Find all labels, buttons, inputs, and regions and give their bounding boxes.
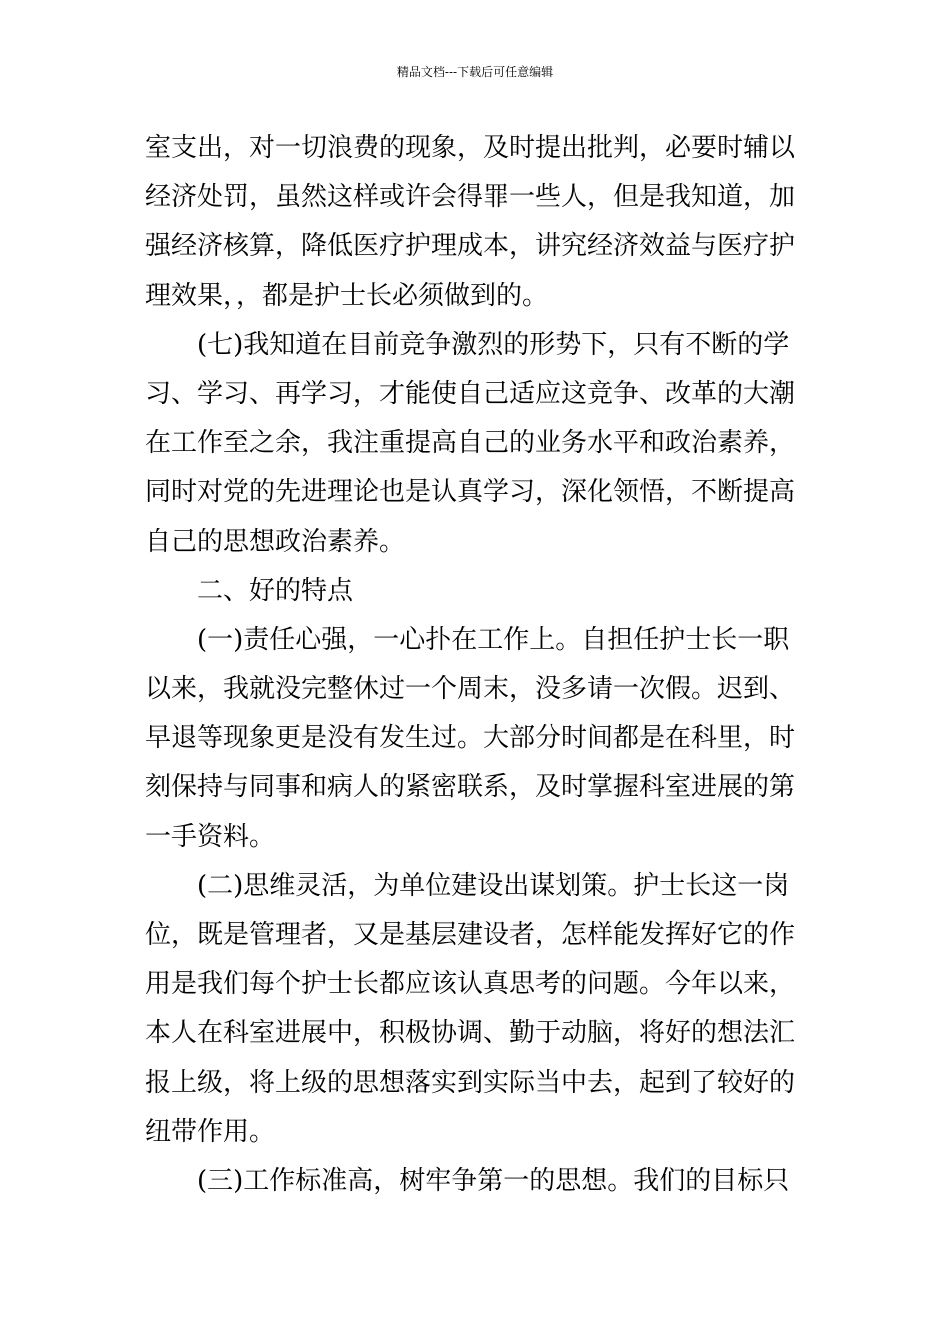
text-line: 经济处罚，虽然这样或许会得罪一些人，但是我知道，加 — [145, 182, 796, 213]
text-line: 同时对党的先进理论也是认真学习，深化领悟，不断提高 — [145, 477, 796, 508]
text-line: 一手资料。 — [145, 821, 276, 852]
text-line: 在工作至之余，我注重提高自己的业务水平和政治素养， — [145, 428, 796, 459]
text-line: 自己的思想政治素养。 — [145, 526, 406, 557]
text-line: 理效果，，都是护士长必须做到的。 — [145, 280, 549, 311]
text-line: 报上级，将上级的思想落实到实际当中去，起到了较好的 — [145, 1067, 796, 1098]
text-line: 刻保持与同事和病人的紧密联系，及时掌握科室进展的第 — [145, 772, 796, 803]
paragraph-start-line: (七)我知道在目前竞争激烈的形势下，只有不断的学 — [197, 329, 790, 360]
text-line: 室支出，对一切浪费的现象，及时提出批判，必要时辅以 — [145, 133, 796, 163]
section-heading: 二、好的特点 — [197, 575, 354, 606]
paragraph-start-line: (三)工作标准高，树牢争第一的思想。我们的目标只 — [197, 1165, 790, 1196]
text-line: 早退等现象更是没有发生过。大部分时间都是在科里，时 — [145, 723, 796, 754]
document-body — [145, 124, 811, 1206]
text-line: 强经济核算，降低医疗护理成本，讲究经济效益与医疗护 — [145, 231, 796, 262]
text-line: 用是我们每个护士长都应该认真思考的问题。今年以来， — [145, 969, 796, 1000]
text-line: 位，既是管理者，又是基层建设者，怎样能发挥好它的作 — [145, 920, 796, 950]
paragraph-start-line: (一)责任心强，一心扑在工作上。自担任护士长一职 — [197, 624, 790, 655]
text-line: 以来，我就没完整休过一个周末，没多请一次假。迟到、 — [145, 674, 796, 705]
page-header: 精品文档---下载后可任意编辑 — [396, 65, 554, 79]
text-line: 本人在科室进展中，积极协调、勤于动脑，将好的想法汇 — [145, 1018, 796, 1049]
text-line: 习、学习、再学习，才能使自己适应这竞争、改革的大潮 — [145, 378, 796, 409]
text-line: 纽带作用。 — [145, 1116, 276, 1147]
paragraph-start-line: (二)思维灵活，为单位建设出谋划策。护士长这一岗 — [197, 870, 790, 901]
